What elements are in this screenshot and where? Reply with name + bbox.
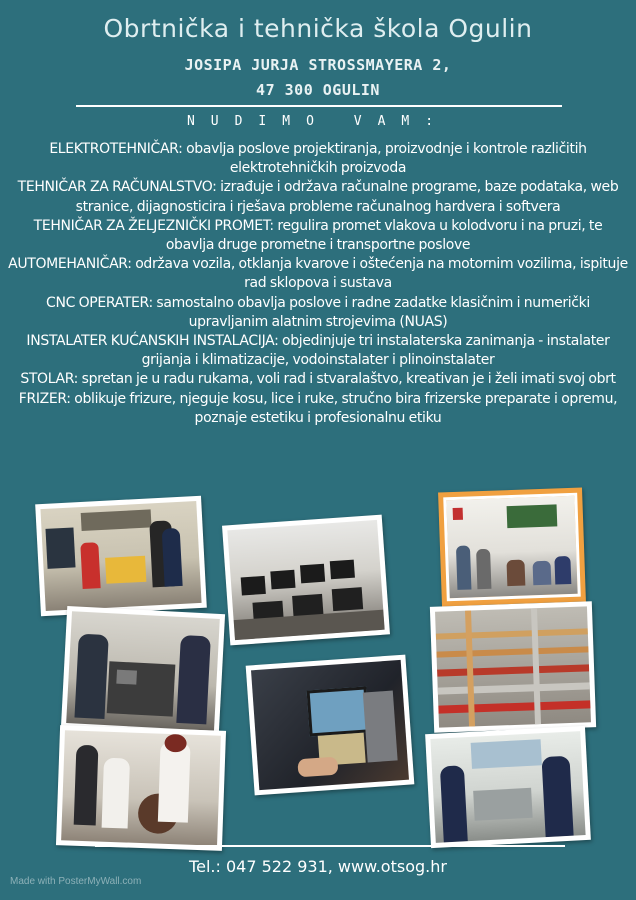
program-automehanicar: AUTOMEHANIČAR: održava vozila, otklanja kvarove i oštećenja na motornim vozilima, ispituje rad sklopova i sustava	[8, 256, 628, 292]
photo-railway-classroom	[438, 488, 586, 607]
program-list	[8, 140, 628, 428]
photo-automechanic	[61, 606, 225, 736]
photo-pipe-installation	[430, 601, 596, 733]
photo-electrical-lab	[35, 496, 207, 617]
address-city: 47 300 OGULIN	[256, 81, 380, 99]
divider-top	[76, 105, 562, 107]
program-racunalstvo: TEHNIČAR ZA RAČUNALSTVO: izrađuje i održava računalne programe, baze podataka, web stranice, dijagnosticira i rješava probleme računalnog hardvera i softvera	[17, 179, 619, 215]
divider-bottom	[95, 845, 565, 847]
postermywall-watermark: Made with PosterMyWall.com	[10, 876, 142, 887]
contact-info: Tel.: 047 522 931, www.otsog.hr	[189, 857, 447, 876]
photo-computer-lab	[222, 515, 390, 646]
photo-hairdresser	[56, 725, 226, 851]
address-street: JOSIPA JURJA STROSSMAYERA 2,	[184, 56, 452, 74]
program-elektrotehnicar: ELEKTROTEHNIČAR: obavlja poslove projektiranja, proizvodnje i kontrole različitih elektrotehničkih proizvoda	[49, 141, 587, 177]
program-instalater: INSTALATER KUĆANSKIH INSTALACIJA: objedinjuje tri instalaterska zanimanja - instalater grijanja i klimatizacije, vodoinstalater i plinoinstalater	[26, 333, 610, 369]
program-zeljeznicki-promet: TEHNIČAR ZA ŽELJEZNIČKI PROMET: regulira promet vlakova u kolodvoru i na pruzi, te obavlja druge prometne i transportne poslove	[33, 217, 603, 254]
program-stolar: STOLAR: spretan je u radu rukama, voli rad i stvaralaštvo, kreativan je i želi imati svoj obrt	[20, 371, 616, 388]
school-title: Obrtnička i tehnička škola Ogulin	[103, 14, 533, 43]
program-frizer: FRIZER: oblikuje frizure, njeguje kosu, lice i ruke, stručno bira frizerske preparate i opremu, poznaje estetiku i profesionalnu etiku	[18, 390, 618, 426]
photo-carpentry-workshop	[425, 726, 591, 848]
offer-heading: NUDIMO VAM:	[186, 114, 450, 129]
program-cnc-operater: CNC OPERATER: samostalno obavlja poslove i radne zadatke klasičnim i numerički upravljanim alatnim strojevima (NUAS)	[46, 294, 590, 330]
photo-cnc-operator	[246, 655, 415, 796]
